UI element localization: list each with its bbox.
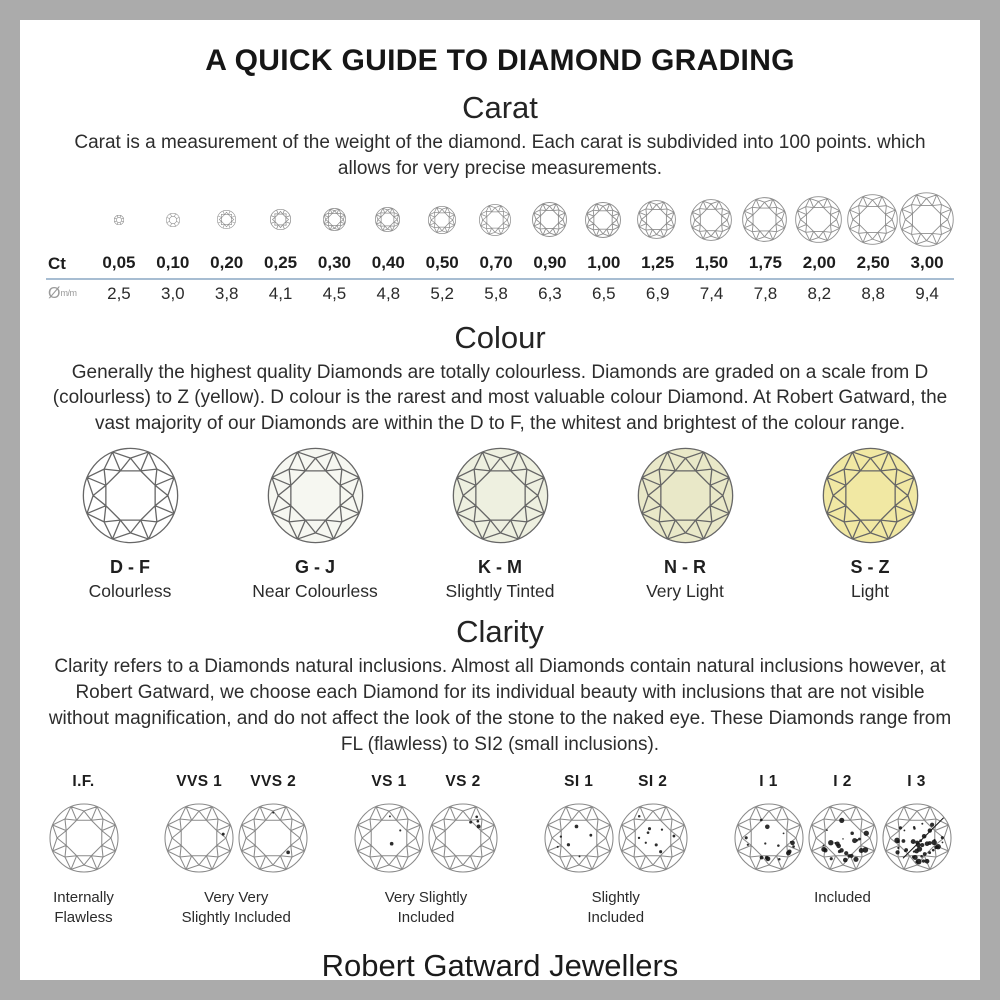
carat-size-diagram — [46, 190, 954, 308]
colour-range-label: G - J — [294, 557, 335, 578]
colour-diamond-icon — [235, 447, 395, 549]
clarity-code-label: VVS 2 — [250, 773, 297, 791]
carat-diamond-icon — [469, 190, 523, 250]
diameter-value: 3,8 — [214, 283, 239, 303]
clarity-diamond-icon — [164, 803, 234, 878]
clarity-diamond-icon — [238, 803, 308, 878]
clarity-grade — [237, 773, 309, 878]
diameter-value: 7,4 — [699, 283, 724, 303]
clarity-code-label: VS 1 — [371, 773, 407, 791]
carat-value: 0,50 — [425, 252, 459, 272]
clarity-grade — [543, 773, 615, 878]
clarity-group-label-line: Flawless — [54, 909, 113, 927]
clarity-group — [543, 773, 689, 928]
carat-value: 0,40 — [371, 252, 405, 272]
clarity-code-label: SI 1 — [564, 773, 594, 791]
colour-name-label: Near Colourless — [252, 581, 378, 602]
clarity-group-label-line: Slightly Included — [181, 909, 291, 927]
colour-range-label: D - F — [110, 557, 150, 578]
clarity-group-label-line: Included — [587, 909, 645, 927]
colour-grade — [605, 447, 765, 602]
carat-value: 0,70 — [479, 252, 513, 272]
clarity-group-label-line: Included — [397, 909, 455, 927]
brand-name: Robert Gatward Jewellers — [321, 948, 679, 980]
carat-section — [46, 90, 954, 308]
clarity-group-label-line: Slightly — [591, 889, 640, 907]
clarity-group — [163, 773, 309, 928]
colour-range-label: S - Z — [850, 557, 890, 578]
diameter-unit: m/m — [60, 287, 77, 298]
clarity-group — [353, 773, 499, 928]
carat-diamond-icon — [415, 190, 469, 250]
carat-diamond-icon — [576, 190, 630, 250]
carat-value: 1,25 — [641, 252, 675, 272]
carat-diamond-icon — [738, 190, 792, 250]
carat-value: 0,30 — [317, 252, 351, 272]
carat-value: 0,20 — [210, 252, 244, 272]
colour-heading: Colour — [454, 319, 546, 355]
diameter-value: 5,8 — [484, 283, 508, 303]
clarity-group-label — [48, 888, 120, 928]
colour-range-label: N - R — [664, 557, 706, 578]
colour-range-label: K - M — [478, 557, 522, 578]
clarity-diamond-icon — [428, 803, 498, 878]
clarity-grade — [163, 773, 235, 878]
clarity-group-items — [163, 773, 309, 878]
clarity-grade — [427, 773, 499, 878]
clarity-code-label: I.F. — [72, 773, 95, 791]
diameter-value: 6,9 — [645, 283, 670, 303]
clarity-group-label-line: Very Slightly — [384, 889, 468, 907]
clarity-code-label: I 1 — [759, 773, 778, 791]
diameter-value: 6,5 — [591, 283, 616, 303]
clarity-group-label — [543, 888, 689, 928]
clarity-grade — [733, 773, 805, 878]
clarity-group-items — [48, 773, 120, 878]
clarity-group-label-line: Very Very — [204, 889, 269, 907]
clarity-grade — [617, 773, 689, 878]
diameter-value: 5,2 — [430, 283, 454, 303]
clarity-code-label: VS 2 — [445, 773, 481, 791]
carat-diamond-icon — [899, 190, 954, 250]
colour-diamond-icon — [420, 447, 580, 549]
diameter-value: 2,5 — [107, 283, 131, 303]
diameter-value: 4,5 — [322, 283, 347, 303]
carat-value: 1,50 — [695, 252, 729, 272]
carat-value: 0,05 — [102, 252, 136, 272]
carat-value: 2,00 — [802, 252, 836, 272]
carat-diamond-icon — [845, 190, 899, 250]
page-title: A QUICK GUIDE TO DIAMOND GRADING — [205, 44, 795, 77]
carat-diamond-icon — [684, 190, 738, 250]
carat-weight-row — [46, 250, 954, 278]
carat-description: Carat is a measurement of the weight of the diamond. Each carat is subdivided into 100 points. which allows for very precise measurements. — [74, 132, 926, 179]
diameter-value: 8,2 — [807, 283, 832, 303]
clarity-section — [46, 614, 954, 928]
clarity-code-label: VVS 1 — [176, 773, 223, 791]
carat-diamond-icon — [253, 190, 307, 250]
clarity-diamond-icon — [808, 803, 878, 878]
carat-value: 0,90 — [533, 252, 567, 272]
clarity-diamond-icon — [734, 803, 804, 878]
carat-row-label: Ct — [48, 253, 66, 273]
clarity-group-label — [733, 888, 953, 908]
colour-grade — [50, 447, 210, 602]
clarity-grade — [807, 773, 879, 878]
carat-diamond-icon — [92, 190, 146, 250]
infographic-page — [20, 20, 980, 980]
clarity-grades-row — [48, 773, 953, 928]
carat-value: 1,00 — [587, 252, 621, 272]
colour-diamond-icon — [605, 447, 765, 549]
diameter-value: 6,3 — [538, 283, 562, 303]
clarity-description: Clarity refers to a Diamonds natural inclusions. Almost all Diamonds contain natural inclusions however, at Robert Gatward, we choose each Diamond for its individual beauty with inclusions that are not visible without magnification, and do not affect the look of the stone to the naked eye. These Diamonds range from FL (flawless) to SI2 (small inclusions). — [48, 656, 952, 755]
clarity-code-label: I 2 — [833, 773, 852, 791]
diameter-value: 7,8 — [753, 283, 778, 303]
clarity-group-label-line: Included — [814, 889, 871, 907]
diameter-value: 3,0 — [160, 283, 185, 303]
carat-value: 0,25 — [264, 252, 298, 272]
clarity-group-items — [543, 773, 689, 878]
carat-heading: Carat — [462, 90, 538, 125]
clarity-grade — [48, 773, 120, 878]
clarity-heading: Clarity — [456, 614, 544, 650]
clarity-code-label: SI 2 — [638, 773, 668, 791]
carat-diamond-icon — [791, 190, 845, 250]
carat-value: 2,50 — [856, 252, 890, 272]
clarity-group-label-line: Internally — [53, 889, 114, 907]
colour-diamond-icon — [790, 447, 950, 549]
carat-value: 0,10 — [156, 252, 190, 272]
clarity-grade — [353, 773, 425, 878]
carat-diamond-icon — [630, 190, 684, 250]
clarity-diamond-icon — [49, 803, 119, 878]
diameter-value: 9,4 — [915, 283, 939, 303]
diameter-symbol: Ø — [48, 284, 61, 302]
diameter-value: 4,1 — [268, 283, 293, 303]
carat-value: 1,75 — [748, 252, 782, 272]
diameter-row-label — [46, 285, 92, 303]
clarity-group-label — [353, 888, 499, 928]
colour-name-label: Light — [851, 581, 889, 602]
colour-grade — [790, 447, 950, 602]
clarity-group — [48, 773, 120, 928]
carat-diamond-icon — [146, 190, 200, 250]
colour-name-label: Colourless — [88, 581, 172, 602]
colour-section — [46, 320, 954, 602]
clarity-group-label — [163, 888, 309, 928]
carat-diamond-icon — [522, 190, 576, 250]
colour-description: Generally the highest quality Diamonds are totally colourless. Diamonds are graded on a scale from D (colourless) to Z (yellow). D colour is the rarest and most valuable colour Diamond. At Robert Gatward, the vast majority of our Diamonds are within the D to F, the whitest and brightest of the colour range. — [52, 361, 948, 435]
carat-diameter-row — [46, 278, 954, 308]
clarity-group-items — [733, 773, 953, 878]
colour-grade — [235, 447, 395, 602]
clarity-diamond-icon — [882, 803, 952, 878]
diameter-value: 8,8 — [861, 283, 885, 303]
carat-diamond-icon — [307, 190, 361, 250]
colour-name-label: Slightly Tinted — [445, 581, 555, 602]
carat-stones-row — [46, 190, 954, 250]
carat-diamond-icon — [361, 190, 415, 250]
carat-value: 3,00 — [910, 252, 944, 272]
colour-name-label: Very Light — [646, 581, 724, 602]
colour-grades-row — [50, 447, 950, 602]
clarity-group-items — [353, 773, 499, 878]
colour-diamond-icon — [50, 447, 210, 549]
clarity-diamond-icon — [544, 803, 614, 878]
diameter-value: 4,8 — [376, 283, 401, 303]
colour-grade — [420, 447, 580, 602]
clarity-group — [733, 773, 953, 908]
clarity-diamond-icon — [618, 803, 688, 878]
carat-diamond-icon — [200, 190, 254, 250]
clarity-code-label: I 3 — [907, 773, 926, 791]
clarity-diamond-icon — [354, 803, 424, 878]
clarity-grade — [881, 773, 953, 878]
